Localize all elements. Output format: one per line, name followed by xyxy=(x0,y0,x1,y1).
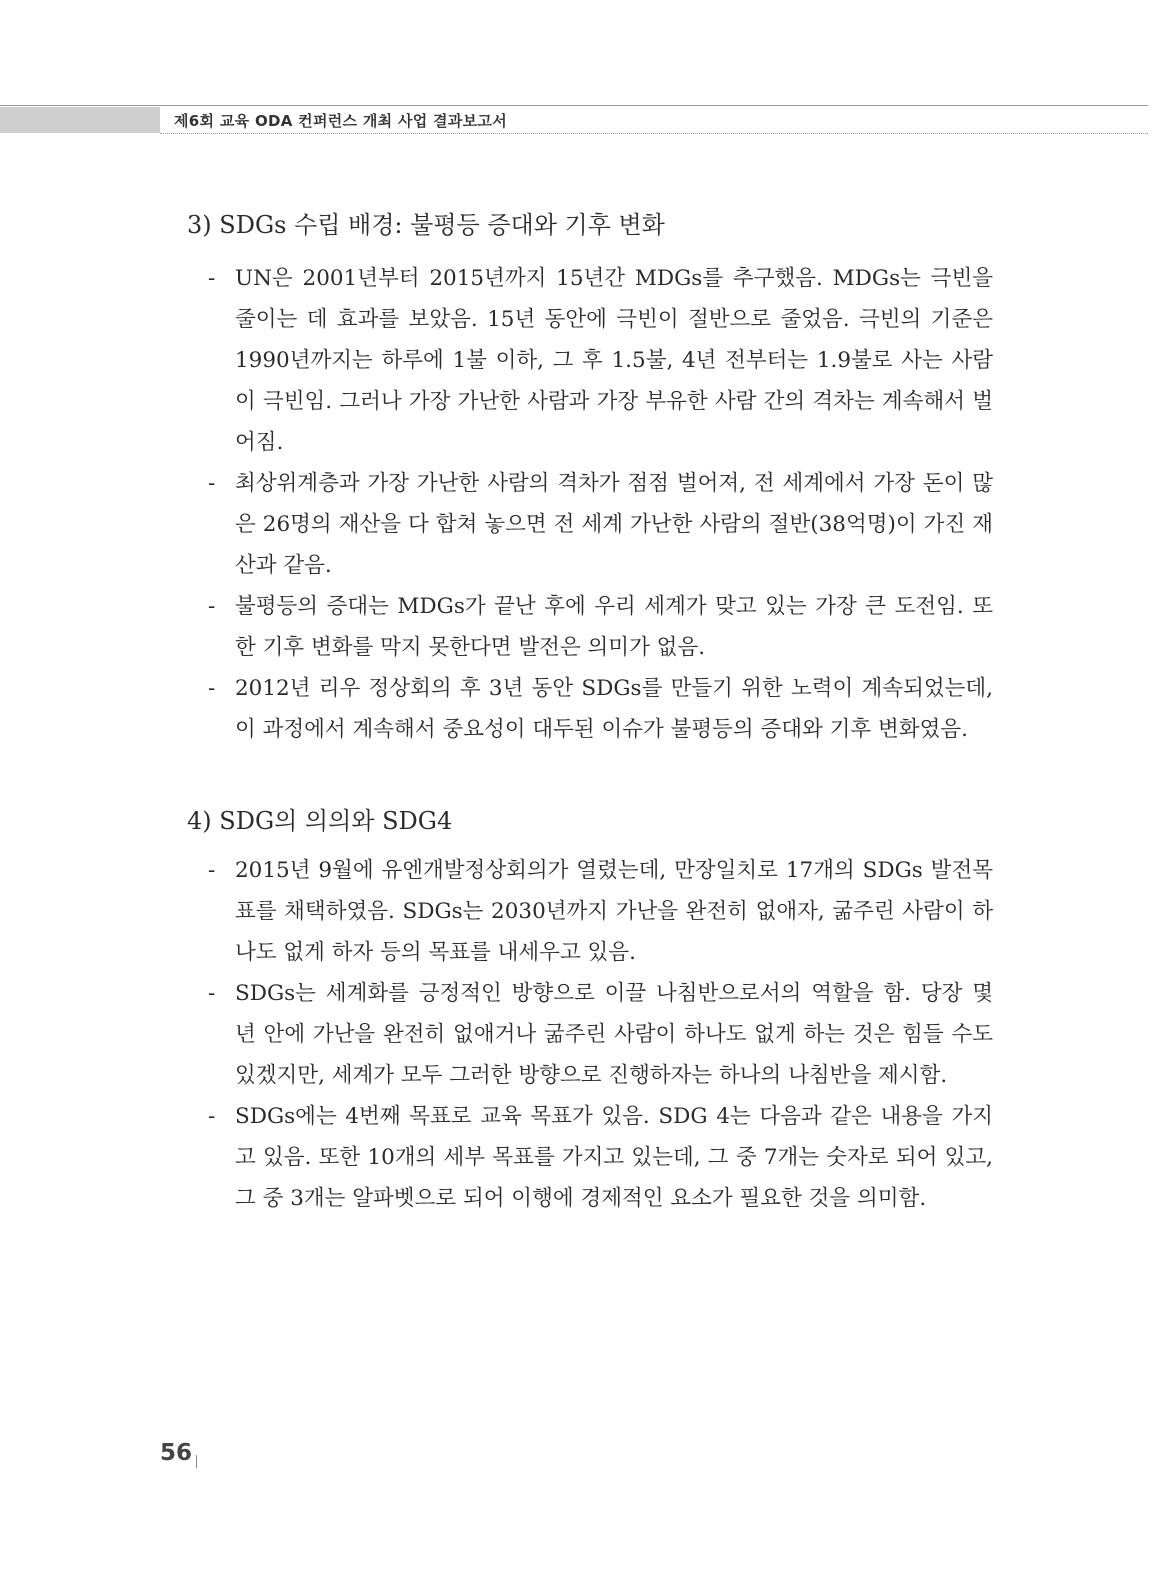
list-item xyxy=(208,463,993,586)
bullet-text: 불평등의 증대는 MDGs가 끝난 후에 우리 세계가 맞고 있는 가장 큰 도전임. 또한 기후 변화를 막지 못한다면 발전은 의미가 없음. xyxy=(235,594,993,660)
header-gray-block xyxy=(0,107,160,133)
bullet-text: SDGs에는 4번째 목표로 교육 목표가 있음. SDG 4는 다음과 같은 내용을 가지고 있음. 또한 10개의 세부 목표를 가지고 있는데, 그 중 7개는 숫자로 되어 있고, 그 중 3개는 알파벳으로 되어 이행에 경제적인 요소가 필요한 것을 의미함. xyxy=(235,1104,993,1211)
bullet-dash: - xyxy=(208,981,216,1006)
bullet-text: UN은 2001년부터 2015년까지 15년간 MDGs를 추구했음. MDGs는 극빈을 줄이는 데 효과를 보았음. 15년 동안에 극빈이 절반으로 줄었음. 극빈의 기준은 1990년까지는 하루에 1불 이하, 그 후 1.5불, 4년 전부터는 1.9불로 사는 사람이 극빈임. 그러나 가장 가난한 사람과 가장 부유한 사람 간의 격차는 계속해서 벌어짐. xyxy=(235,266,993,455)
list-item xyxy=(208,1096,993,1219)
bullet-text: 2012년 리우 정상회의 후 3년 동안 SDGs를 만들기 위한 노력이 계속되었는데, 이 과정에서 계속해서 중요성이 대두된 이슈가 불평등의 증대와 기후 변화였음. xyxy=(235,676,993,742)
bullet-text: SDGs는 세계화를 긍정적인 방향으로 이끌 나침반으로서의 역할을 함. 당장 몇 년 안에 가난을 완전히 없애거나 굶주린 사람이 하나도 없게 하는 것은 힘들 수도 있겠지만, 세계가 모두 그러한 방향으로 진행하자는 하나의 나침반을 제시함. xyxy=(235,981,993,1088)
bullet-dash: - xyxy=(208,858,216,883)
bullet-text: 최상위계층과 가장 가난한 사람의 격차가 점점 벌어져, 전 세계에서 가장 돈이 많은 26명의 재산을 다 합쳐 놓으면 전 세계 가난한 사람의 절반(38억명)이 가진 재산과 같음. xyxy=(235,471,993,578)
section-heading: 3) SDGs 수립 배경: 불평등 증대와 기후 변화 xyxy=(187,211,665,239)
bullet-dash: - xyxy=(208,471,216,496)
list-item xyxy=(208,668,993,750)
bullet-dash: - xyxy=(208,266,216,291)
report-title: 제6회 교육 ODA 컨퍼런스 개최 사업 결과보고서 xyxy=(174,112,508,130)
section-heading: 4) SDG의 의의와 SDG4 xyxy=(187,807,453,835)
header-dotted-rule xyxy=(160,133,1148,134)
page-number: 56 xyxy=(160,1440,193,1466)
bullet-text: 2015년 9월에 유엔개발정상회의가 열렸는데, 만장일치로 17개의 SDGs 발전목표를 채택하였음. SDGs는 2030년까지 가난을 완전히 없애자, 굶주린 사람이 하나도 없게 하자 등의 목표를 내세우고 있음. xyxy=(235,858,993,965)
bullet-dash: - xyxy=(208,1104,216,1129)
list-item xyxy=(208,973,993,1096)
list-item xyxy=(208,258,993,463)
page-number-divider xyxy=(196,1455,197,1468)
header-rule xyxy=(0,105,1148,106)
list-item xyxy=(208,850,993,973)
running-header xyxy=(0,105,1148,134)
bullet-dash: - xyxy=(208,594,216,619)
bullet-dash: - xyxy=(208,676,216,701)
list-item xyxy=(208,586,993,668)
